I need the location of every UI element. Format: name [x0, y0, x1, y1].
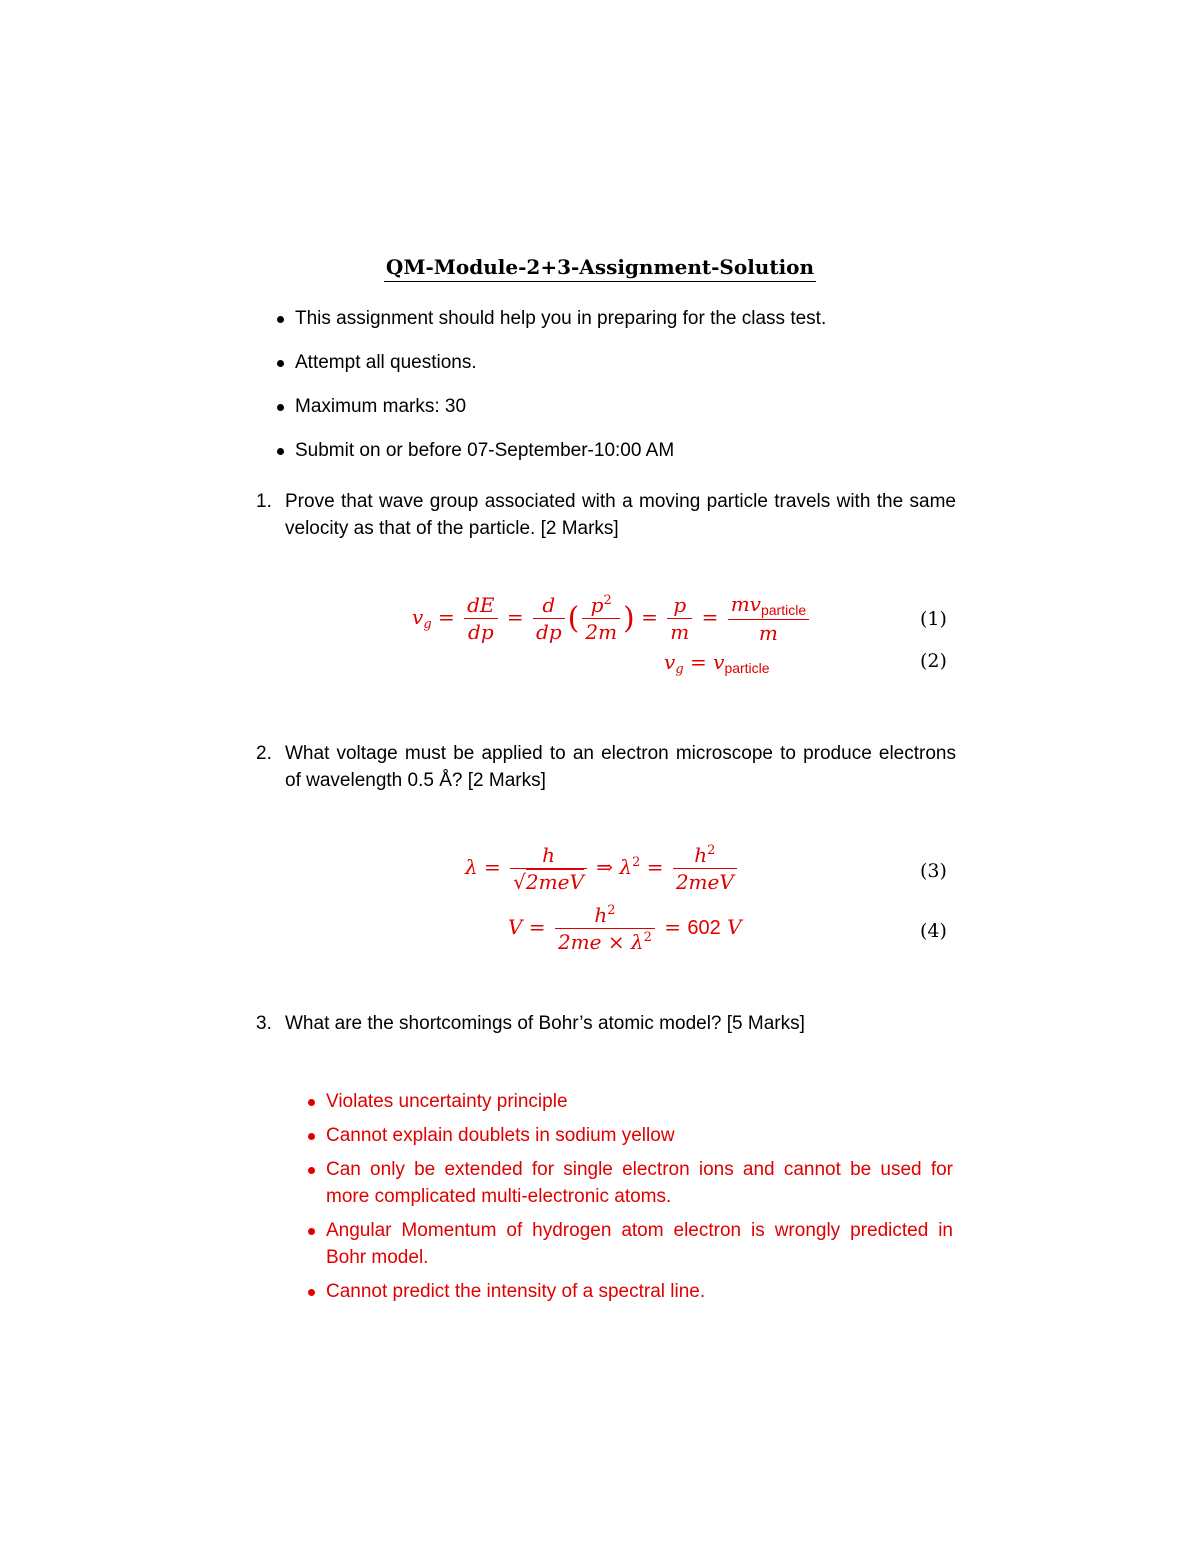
question-text: What are the shortcomings of Bohr’s atomic model? [5 Marks] [285, 1013, 805, 1034]
eq1-f3-num: p [590, 593, 604, 617]
answer-item: Angular Momentum of hydrogen atom electron is wrongly predicted in Bohr model. [305, 1217, 953, 1271]
eq1-f5-den: m [758, 621, 778, 645]
page-title [0, 255, 1200, 282]
answer-item: Can only be extended for single electron ions and cannot be used for more complicated multi-electronic atoms. [305, 1156, 953, 1210]
eq1-frac-d-dp [533, 593, 565, 644]
eq3-implies: ⇒ [596, 855, 614, 879]
eq1-f4-num: p [667, 593, 692, 619]
eq3-frac-h-sqrt [510, 843, 587, 894]
equation-number: (4) [920, 920, 947, 942]
eq1-f3-den: 2m [585, 620, 618, 644]
eq1-lhs: v [412, 605, 424, 629]
question-text: Prove that wave group associated with a moving particle travels with the same velocity as that of the particle. [2 Marks] [285, 491, 956, 539]
eq1-frac-p-m [667, 593, 692, 644]
question-3 [256, 1010, 956, 1037]
instruction-item: Submit on or before 07-September-10:00 AM [275, 437, 826, 481]
eq4-unit: V [727, 915, 742, 939]
eq2-rhs-sub: particle [724, 660, 770, 676]
question-number: 2. [256, 743, 272, 764]
eq1-frac-de-dp [464, 593, 497, 644]
eq3-f2-num: h [694, 843, 708, 867]
question-number: 3. [256, 1013, 272, 1034]
instruction-item: This assignment should help you in preparing for the class test. [275, 305, 826, 349]
question-text: What voltage must be applied to an electron microscope to produce electrons of wavelength 0.5 Å? [2 Marks] [285, 743, 956, 791]
eq1-f2-den: dp [536, 620, 562, 644]
eq2-lhs-sub: g [675, 662, 684, 677]
eq1-frac-mv-m [728, 592, 809, 645]
eq4-den-sup: 2 [643, 930, 652, 945]
answer-item: Cannot explain doublets in sodium yellow [305, 1122, 953, 1149]
eq1-f3-num-sup: 2 [603, 593, 612, 608]
eq4-num-sup: 2 [607, 903, 616, 918]
eq4-den: 2me × λ [557, 930, 644, 954]
eq3-mid-sup: 2 [632, 855, 641, 870]
instructions-list [275, 305, 826, 481]
eq1-f2-num: d [533, 593, 565, 619]
equation-2: $v_g = v_{particle}$ [664, 650, 770, 677]
equation-1: $v_g$ = $\frac{dE}{dp}$ = $\frac{d}{dp}$ ( $\frac{p^2}{2m}$ ) = $\frac{p}{m}$ = $\frac{mv_{particle}}{m}$ [412, 592, 812, 645]
eq3-f1-num: h [510, 843, 587, 869]
eq3-f2-den: 2meV [675, 870, 734, 894]
equation-number: (3) [920, 860, 947, 882]
equation-4: V = $\frac{h^2}{2me \times \lambda^2}$ = 602 V [508, 903, 742, 954]
equation-number: (2) [920, 650, 947, 672]
eq4-result: 602 [687, 917, 721, 939]
question-2 [256, 740, 956, 794]
instruction-item: Attempt all questions. [275, 349, 826, 393]
title-text: QM-Module-2+3-Assignment-Solution [384, 255, 816, 282]
sqrt-icon: √ [513, 870, 526, 894]
eq4-num: h [594, 903, 608, 927]
eq3-frac-h2 [673, 843, 737, 894]
eq4-frac [555, 903, 655, 954]
answer-item: Cannot predict the intensity of a spectral line. [305, 1278, 953, 1305]
eq4-lhs: V [508, 915, 523, 939]
equation-3: λ = $\frac{h}{\text{√2meV}}$ ⇒ $\lambda^2$ = $\frac{h^2}{\text{2meV}}$ [465, 843, 740, 894]
equation-number: (1) [920, 608, 947, 630]
eq3-lhs: λ [465, 855, 478, 879]
eq1-f5-num: mv [730, 592, 761, 616]
instruction-item: Maximum marks: 30 [275, 393, 826, 437]
eq2-lhs: v [664, 650, 676, 674]
eq1-f1-num: dE [464, 593, 497, 619]
answer-item: Violates uncertainty principle [305, 1088, 953, 1115]
eq3-f2-num-sup: 2 [707, 843, 716, 858]
eq1-f4-den: m [670, 620, 690, 644]
eq1-f1-den: dp [468, 620, 494, 644]
question-1 [256, 488, 956, 542]
answer-list [305, 1088, 953, 1312]
question-number: 1. [256, 491, 272, 512]
eq1-lhs-sub: g [423, 617, 432, 632]
eq1-f5-num-sub: particle [760, 602, 807, 618]
eq1-frac-p2-2m [582, 593, 620, 644]
eq3-mid: λ [619, 855, 633, 879]
eq2-rhs: v [713, 650, 725, 674]
eq3-f1-den: 2meV [525, 870, 584, 894]
